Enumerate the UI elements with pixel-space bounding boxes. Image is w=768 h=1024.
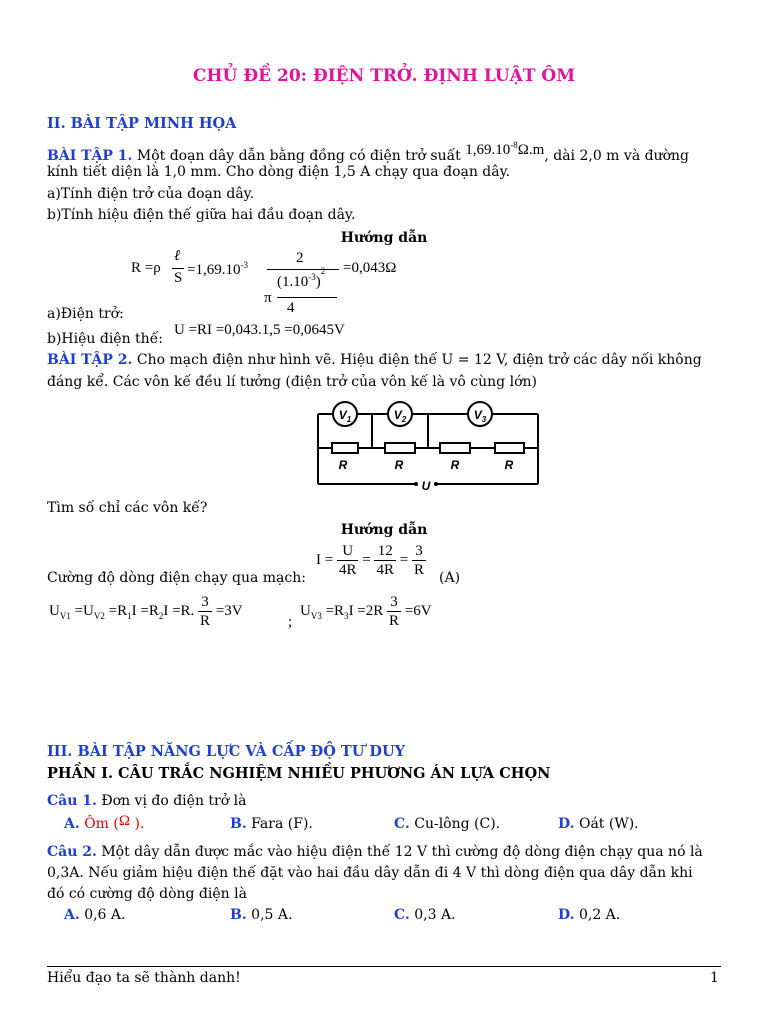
question-1-text: Đơn vị đo điện trở là	[96, 793, 247, 809]
exercise-1-label: BÀI TẬP 1.	[47, 148, 133, 164]
resistor-2	[385, 443, 415, 453]
resistor-label-3: R	[450, 458, 460, 472]
answer-b: b)Hiệu điện thế:	[47, 331, 164, 347]
q2-option-d[interactable]: D. 0,2 A.	[558, 907, 621, 923]
footer-slogan: Hiểu đạo ta sẽ thành danh!	[47, 970, 241, 986]
question-2-text: Một dây dẫn được mắc vào hiệu điện thế 12 V thì cường độ dòng điện chạy qua nó là	[96, 844, 703, 860]
guide-heading-1: Hướng dẫn	[340, 230, 428, 246]
page-number: 1	[710, 970, 719, 986]
voltage-label-u: U	[421, 479, 431, 493]
guide-heading-2: Hướng dẫn	[340, 522, 428, 538]
question-2-line3: đó có cường độ dòng điện là	[47, 886, 247, 902]
resistor-4	[495, 443, 524, 453]
section-heading-3: III. BÀI TẬP NĂNG LỰC VÀ CẤP ĐỘ TƯ DUY	[47, 743, 405, 760]
question-1-label: Câu 1.	[47, 793, 97, 809]
resistor-3	[440, 443, 470, 453]
exercise-2-text: Cho mạch điện như hình vẽ. Hiệu điện thế U = 12 V, điện trở các dây nối không	[132, 352, 702, 368]
voltmeter-equation-1: $U_{V1} =U_{V2} =R_1I =R_2I =R$. $\frac{3}{R}$ =3V	[49, 594, 243, 629]
svg-text:V2: $V_2$	[393, 408, 407, 424]
question-1	[47, 792, 246, 811]
footer-rule	[47, 966, 721, 967]
resistor-label-4: R	[504, 458, 514, 472]
resistor-label-1: R	[338, 458, 348, 472]
page-title: CHỦ ĐỀ 20: ĐIỆN TRỞ. ĐỊNH LUẬT ÔM	[192, 66, 576, 86]
exercise-2-line2: đáng kể. Các vôn kế đều lí tưởng (điện trở của vôn kế là vô cùng lớn)	[47, 374, 537, 390]
q1-option-a[interactable]: A. Ôm (Ω ).	[64, 813, 145, 832]
question-2-label: Câu 2.	[47, 844, 97, 860]
exercise-2-question: Tìm số chỉ các vôn kế?	[47, 500, 208, 516]
exercise-1-text-b: , dài 2,0 m và đường	[544, 148, 689, 164]
resistivity-value: $1,69.10^{-8}\Omega.m$	[465, 140, 545, 158]
q1-option-d[interactable]: D. Oát (W).	[558, 816, 639, 832]
resistor-1	[332, 443, 358, 453]
q1-option-b[interactable]: B. Fara (F).	[230, 816, 313, 832]
answer-a: a)Điện trở:	[47, 306, 124, 322]
section-heading-2: II. BÀI TẬP MINH HỌA	[47, 115, 237, 132]
exercise-1-text: Một đoạn dây dẫn bằng đồng có điện trở suất	[132, 148, 466, 164]
q1-option-c[interactable]: C. Cu-lông (C).	[394, 816, 501, 832]
exercise-2-label: BÀI TẬP 2.	[47, 352, 133, 368]
current-label: Cường độ dòng điện chạy qua mạch:	[47, 570, 306, 586]
exercise-1-qb: b)Tính hiệu điện thế giữa hai đầu đoạn dây.	[47, 207, 356, 223]
semicolon: ;	[288, 614, 293, 630]
circuit-diagram	[312, 398, 544, 494]
exercise-1-line2: kính tiết diện là 1,0 mm. Cho dòng điện 1,5 A chạy qua đoạn dây.	[47, 164, 511, 180]
resistor-label-2: R	[394, 458, 404, 472]
current-formula: I = $\frac{U}{4R}$ = $\frac{12}{4R}$ = $\frac{3}{R}$	[316, 543, 424, 578]
svg-text:V3: $V_3$	[473, 408, 487, 424]
part-1-heading: PHẦN I. CÂU TRẮC NGHIỆM NHIỀU PHƯƠNG ÁN LỰA CHỌN	[47, 765, 551, 782]
q2-option-c[interactable]: C. 0,3 A.	[394, 907, 456, 923]
svg-text:V1: $V_1$	[338, 408, 352, 424]
q2-option-a[interactable]: A. 0,6 A.	[64, 907, 126, 923]
exercise-2-line1	[47, 351, 702, 370]
question-2-line1	[47, 843, 703, 862]
voltage-formula: U =RI =0,043.1,5 =0,0645V	[174, 322, 345, 338]
exercise-1-qa: a)Tính điện trở của đoạn dây.	[47, 186, 255, 202]
q2-option-b[interactable]: B. 0,5 A.	[230, 907, 293, 923]
question-2-line2: 0,3A. Nếu giảm hiệu điện thế đặt vào hai đầu dây dẫn đi 4 V thì dòng điện qua dây dẫn khi	[47, 865, 693, 881]
current-unit: (A)	[439, 570, 461, 586]
voltmeter-equation-2: $U_{V3} =R_3I =2R$ $\frac{3}{R}$ =6V	[300, 594, 432, 629]
